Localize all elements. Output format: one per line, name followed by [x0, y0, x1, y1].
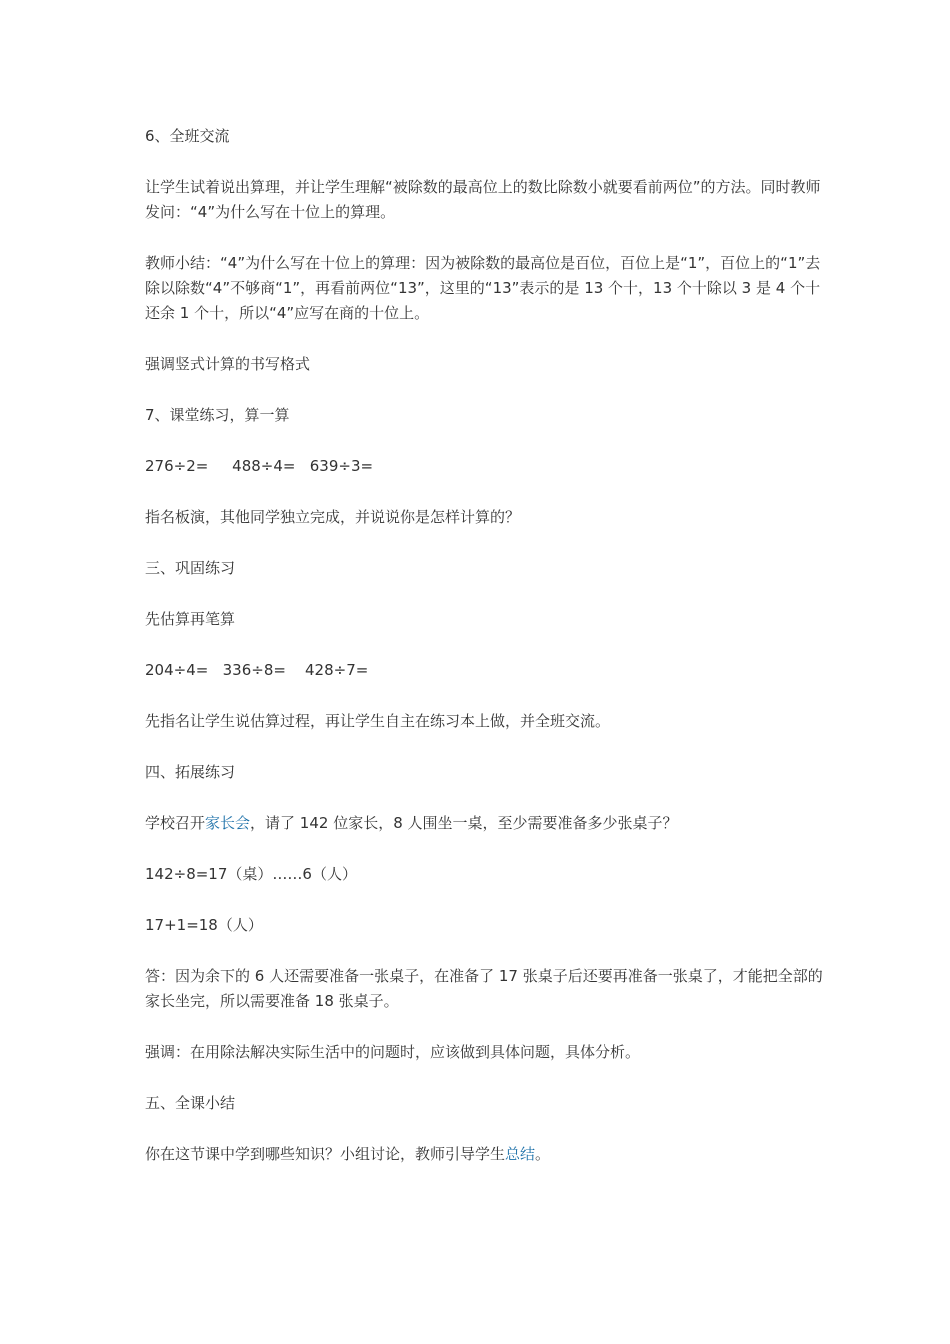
calculation-line-2: 17+1=18（人）: [145, 916, 263, 934]
document-body: [145, 124, 825, 1193]
word-problem-end: ，请了 142 位家长，8 人围坐一桌，至少需要准备多少张桌子？: [250, 814, 678, 832]
paragraph-closing: [145, 1142, 825, 1167]
paragraph-board-practice: 指名板演，其他同学独立完成，并说说你是怎样计算的？: [145, 508, 521, 526]
paragraph-estimate: 先估算再笔算: [145, 610, 236, 628]
calculation-line-1: 142÷8=17（桌）……6（人）: [145, 865, 357, 883]
section-heading-summary: 五、全课小结: [145, 1094, 236, 1112]
section-heading-7: 7、课堂练习，算一算: [145, 406, 290, 424]
closing-start: 你在这节课中学到哪些知识？小组讨论，教师引导学生: [145, 1145, 506, 1163]
paragraph-estimate-process: 先指名让学生说估算过程，再让学生自主在练习本上做，并全班交流。: [145, 712, 611, 730]
paragraph-teacher-summary: 教师小结：“4”为什么写在十位上的算理：因为被除数的最高位是百位，百位上是“1”，百位上的“1”去除以除数“4”不够商“1”，再看前两位“13”，这里的“13”表示的是 13 个十，13 个十除以 3 是 4 个十还余 1 个十，所以“4”应写在商的十位上。: [145, 254, 821, 322]
exercise-line-1: 276÷2= 488÷4= 639÷3=: [145, 457, 374, 475]
closing-end: 。: [535, 1145, 551, 1163]
exercise-line-2: 204÷4= 336÷8= 428÷7=: [145, 661, 369, 679]
summary-link[interactable]: 总结: [505, 1145, 536, 1163]
section-heading-consolidation: 三、巩固练习: [145, 559, 236, 577]
section-heading-extension: 四、拓展练习: [145, 763, 236, 781]
section-heading-6: 6、全班交流: [145, 127, 230, 145]
word-problem-start: 学校召开: [145, 814, 206, 832]
paragraph-format-note: 强调竖式计算的书写格式: [145, 355, 311, 373]
paragraph-reasoning: 让学生试着说出算理，并让学生理解“被除数的最高位上的数比除数小就要看前两位”的方法。同时教师发问：“4”为什么写在十位上的算理。: [145, 178, 821, 221]
parent-meeting-link[interactable]: 家长会: [205, 814, 251, 832]
paragraph-emphasis: 强调：在用除法解决实际生活中的问题时，应该做到具体问题，具体分析。: [145, 1043, 641, 1061]
paragraph-word-problem: [145, 811, 825, 836]
paragraph-answer: 答：因为余下的 6 人还需要准备一张桌子，在准备了 17 张桌子后还要再准备一张桌了，才能把全部的家长坐完，所以需要准备 18 张桌子。: [145, 967, 823, 1010]
